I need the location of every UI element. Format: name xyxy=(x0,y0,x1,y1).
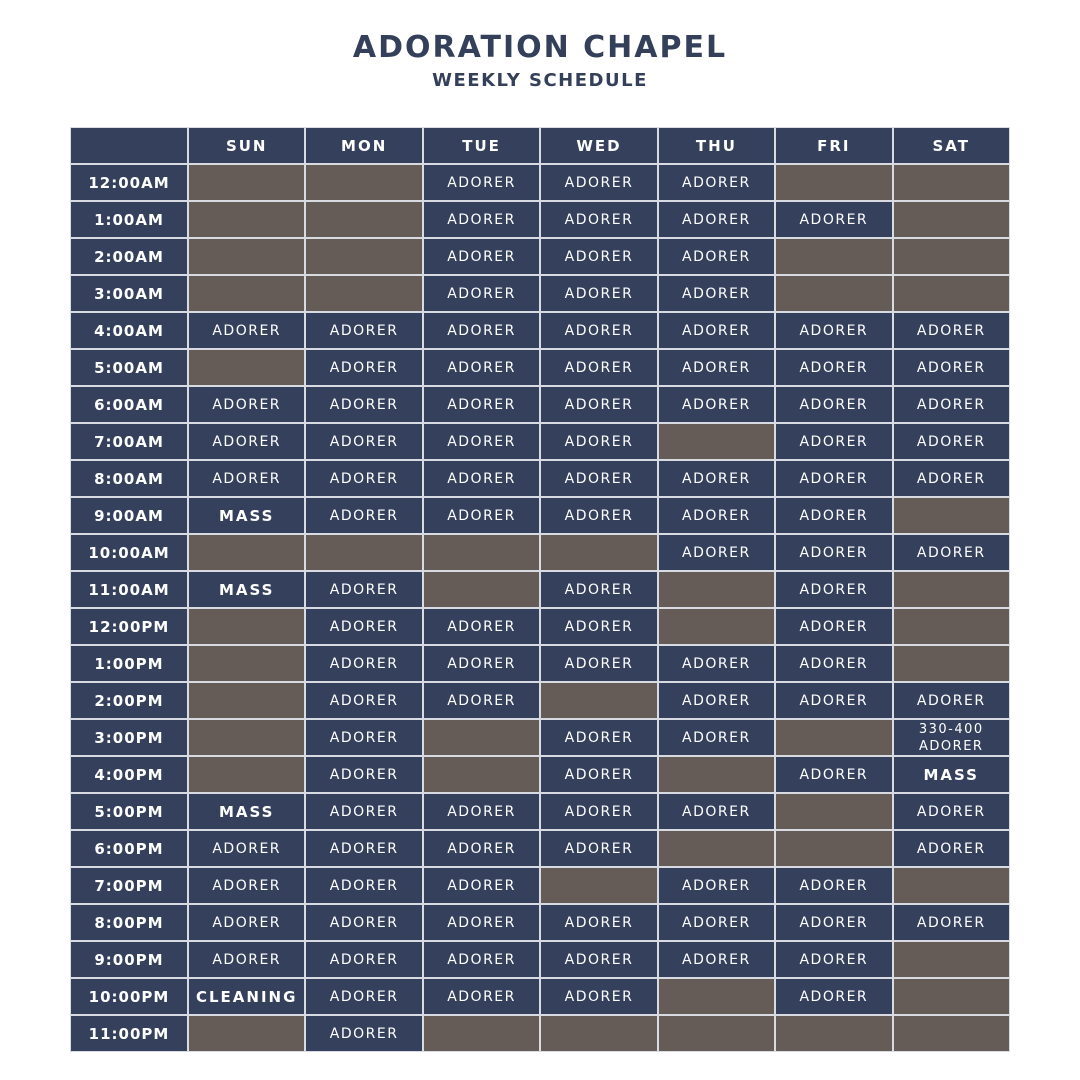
schedule-slot-filled: ADORER xyxy=(423,497,540,534)
schedule-slot-filled: ADORER xyxy=(423,238,540,275)
schedule-slot-filled: ADORER xyxy=(775,645,892,682)
schedule-slot-filled: ADORER xyxy=(305,423,422,460)
schedule-slot-filled: MASS xyxy=(188,793,305,830)
day-header-mon: MON xyxy=(305,127,422,164)
schedule-slot-filled: ADORER xyxy=(775,571,892,608)
schedule-slot-filled: ADORER xyxy=(658,941,775,978)
schedule-slot-open xyxy=(305,275,422,312)
schedule-slot-filled: ADORER xyxy=(540,719,657,756)
schedule-slot-open xyxy=(188,238,305,275)
schedule-slot-filled: ADORER xyxy=(540,793,657,830)
time-label: 8:00PM xyxy=(70,904,188,941)
schedule-slot-open xyxy=(775,238,892,275)
schedule-slot-open xyxy=(658,756,775,793)
schedule-slot-filled: ADORER xyxy=(423,201,540,238)
time-label: 12:00AM xyxy=(70,164,188,201)
schedule-slot-filled: ADORER xyxy=(423,941,540,978)
schedule-slot-open xyxy=(775,719,892,756)
schedule-slot-open xyxy=(305,201,422,238)
schedule-slot-filled: ADORER xyxy=(775,534,892,571)
schedule-slot-open xyxy=(775,830,892,867)
time-label: 10:00AM xyxy=(70,534,188,571)
schedule-slot-open xyxy=(305,238,422,275)
schedule-slot-filled: ADORER xyxy=(775,978,892,1015)
page-subtitle: WEEKLY SCHEDULE xyxy=(432,70,648,91)
schedule-slot-open xyxy=(188,164,305,201)
schedule-slot-filled: 330-400 ADORER xyxy=(893,719,1010,756)
schedule-slot-open xyxy=(540,867,657,904)
schedule-slot-filled: ADORER xyxy=(775,904,892,941)
schedule-slot-open xyxy=(893,275,1010,312)
time-label: 8:00AM xyxy=(70,460,188,497)
schedule-slot-filled: ADORER xyxy=(540,830,657,867)
schedule-slot-filled: ADORER xyxy=(305,830,422,867)
schedule-slot-open xyxy=(188,608,305,645)
day-header-tue: TUE xyxy=(423,127,540,164)
schedule-slot-open xyxy=(188,534,305,571)
schedule-slot-filled: ADORER xyxy=(305,719,422,756)
schedule-slot-filled: ADORER xyxy=(893,312,1010,349)
schedule-slot-filled: ADORER xyxy=(540,497,657,534)
time-label: 9:00PM xyxy=(70,941,188,978)
schedule-slot-filled: ADORER xyxy=(423,349,540,386)
schedule-slot-open xyxy=(658,571,775,608)
schedule-slot-filled: ADORER xyxy=(305,386,422,423)
schedule-slot-filled: ADORER xyxy=(423,164,540,201)
schedule-slot-open xyxy=(775,275,892,312)
schedule-slot-filled: ADORER xyxy=(423,682,540,719)
schedule-slot-filled: ADORER xyxy=(893,460,1010,497)
schedule-slot-filled: ADORER xyxy=(188,867,305,904)
schedule-slot-filled: ADORER xyxy=(658,645,775,682)
page-title: ADORATION CHAPEL xyxy=(352,30,728,65)
schedule-slot-filled: ADORER xyxy=(540,571,657,608)
schedule-slot-filled: ADORER xyxy=(305,756,422,793)
time-label: 7:00AM xyxy=(70,423,188,460)
schedule-slot-open xyxy=(893,1015,1010,1052)
schedule-slot-filled: ADORER xyxy=(540,756,657,793)
schedule-slot-open xyxy=(893,978,1010,1015)
schedule-slot-filled: ADORER xyxy=(658,349,775,386)
schedule-slot-open xyxy=(423,571,540,608)
schedule-slot-filled: ADORER xyxy=(893,423,1010,460)
schedule-slot-filled: ADORER xyxy=(305,349,422,386)
time-label: 5:00AM xyxy=(70,349,188,386)
schedule-slot-filled: ADORER xyxy=(658,867,775,904)
schedule-slot-filled: ADORER xyxy=(540,941,657,978)
schedule-slot-filled: ADORER xyxy=(540,386,657,423)
schedule-slot-filled: ADORER xyxy=(775,349,892,386)
schedule-slot-open xyxy=(188,275,305,312)
schedule-slot-open xyxy=(775,793,892,830)
schedule-slot-filled: ADORER xyxy=(305,460,422,497)
schedule-slot-filled: ADORER xyxy=(423,423,540,460)
schedule-slot-open xyxy=(893,645,1010,682)
schedule-slot-open xyxy=(188,201,305,238)
schedule-slot-filled: ADORER xyxy=(658,719,775,756)
schedule-slot-open xyxy=(188,756,305,793)
schedule-slot-open xyxy=(188,1015,305,1052)
schedule-slot-filled: ADORER xyxy=(540,423,657,460)
schedule-slot-open xyxy=(893,201,1010,238)
schedule-slot-filled: MASS xyxy=(188,497,305,534)
schedule-slot-filled: ADORER xyxy=(658,164,775,201)
schedule-slot-filled: ADORER xyxy=(540,164,657,201)
schedule-slot-open xyxy=(658,830,775,867)
schedule-slot-filled: MASS xyxy=(893,756,1010,793)
schedule-slot-filled: ADORER xyxy=(423,867,540,904)
day-header-wed: WED xyxy=(540,127,657,164)
schedule-slot-open xyxy=(893,497,1010,534)
schedule-slot-filled: ADORER xyxy=(188,423,305,460)
schedule-slot-open xyxy=(188,645,305,682)
time-label: 11:00AM xyxy=(70,571,188,608)
schedule-slot-filled: ADORER xyxy=(658,386,775,423)
schedule-slot-filled: ADORER xyxy=(423,830,540,867)
time-label: 6:00AM xyxy=(70,386,188,423)
schedule-slot-filled: ADORER xyxy=(658,312,775,349)
schedule-slot-filled: ADORER xyxy=(658,201,775,238)
schedule-slot-filled: ADORER xyxy=(540,645,657,682)
schedule-slot-filled: ADORER xyxy=(775,386,892,423)
schedule-slot-filled: ADORER xyxy=(188,904,305,941)
schedule-slot-open xyxy=(775,1015,892,1052)
schedule-slot-filled: CLEANING xyxy=(188,978,305,1015)
schedule-slot-filled: ADORER xyxy=(423,460,540,497)
schedule-slot-filled: ADORER xyxy=(658,275,775,312)
schedule-slot-filled: ADORER xyxy=(423,312,540,349)
schedule-slot-open xyxy=(893,608,1010,645)
time-label: 6:00PM xyxy=(70,830,188,867)
schedule-slot-filled: ADORER xyxy=(658,534,775,571)
schedule-slot-filled: ADORER xyxy=(305,904,422,941)
schedule-slot-open xyxy=(893,164,1010,201)
schedule-slot-filled: ADORER xyxy=(423,978,540,1015)
schedule-slot-open xyxy=(893,941,1010,978)
schedule-slot-filled: ADORER xyxy=(658,904,775,941)
schedule-slot-open xyxy=(658,608,775,645)
schedule-slot-filled: ADORER xyxy=(423,386,540,423)
schedule-slot-filled: ADORER xyxy=(658,497,775,534)
schedule-slot-filled: ADORER xyxy=(305,312,422,349)
schedule-slot-filled: ADORER xyxy=(775,756,892,793)
schedule-slot-open xyxy=(423,1015,540,1052)
schedule-slot-filled: ADORER xyxy=(893,349,1010,386)
schedule-slot-open xyxy=(423,534,540,571)
time-label: 4:00AM xyxy=(70,312,188,349)
schedule-slot-open xyxy=(658,423,775,460)
schedule-slot-filled: ADORER xyxy=(540,460,657,497)
schedule-slot-filled: ADORER xyxy=(893,534,1010,571)
schedule-slot-filled: ADORER xyxy=(775,423,892,460)
time-label: 2:00AM xyxy=(70,238,188,275)
schedule-slot-filled: ADORER xyxy=(305,571,422,608)
schedule-slot-filled: MASS xyxy=(188,571,305,608)
day-header-sat: SAT xyxy=(893,127,1010,164)
schedule-slot-filled: ADORER xyxy=(305,608,422,645)
time-label: 1:00AM xyxy=(70,201,188,238)
time-label: 4:00PM xyxy=(70,756,188,793)
schedule-slot-filled: ADORER xyxy=(423,608,540,645)
schedule-slot-filled: ADORER xyxy=(188,386,305,423)
schedule-slot-filled: ADORER xyxy=(305,682,422,719)
time-label: 3:00AM xyxy=(70,275,188,312)
schedule-slot-filled: ADORER xyxy=(893,682,1010,719)
schedule-slot-open xyxy=(658,978,775,1015)
schedule-slot-filled: ADORER xyxy=(775,460,892,497)
schedule-slot-filled: ADORER xyxy=(540,349,657,386)
schedule-slot-filled: ADORER xyxy=(305,867,422,904)
schedule-slot-filled: ADORER xyxy=(893,386,1010,423)
schedule-slot-filled: ADORER xyxy=(423,904,540,941)
schedule-slot-filled: ADORER xyxy=(540,608,657,645)
schedule-slot-open xyxy=(775,164,892,201)
schedule-slot-open xyxy=(540,682,657,719)
schedule-slot-filled: ADORER xyxy=(658,238,775,275)
schedule-slot-filled: ADORER xyxy=(540,275,657,312)
time-label: 7:00PM xyxy=(70,867,188,904)
schedule-slot-filled: ADORER xyxy=(775,867,892,904)
schedule-slot-filled: ADORER xyxy=(775,201,892,238)
day-header-sun: SUN xyxy=(188,127,305,164)
schedule-slot-filled: ADORER xyxy=(775,608,892,645)
schedule-slot-filled: ADORER xyxy=(540,904,657,941)
schedule-slot-open xyxy=(305,534,422,571)
schedule-slot-open xyxy=(305,164,422,201)
schedule-slot-filled: ADORER xyxy=(775,941,892,978)
schedule-slot-open xyxy=(658,1015,775,1052)
schedule-slot-filled: ADORER xyxy=(775,497,892,534)
schedule-slot-open xyxy=(188,349,305,386)
schedule-slot-filled: ADORER xyxy=(658,793,775,830)
time-label: 1:00PM xyxy=(70,645,188,682)
schedule-slot-filled: ADORER xyxy=(188,460,305,497)
schedule-slot-filled: ADORER xyxy=(540,312,657,349)
schedule-slot-filled: ADORER xyxy=(188,312,305,349)
schedule-slot-filled: ADORER xyxy=(775,312,892,349)
schedule-slot-filled: ADORER xyxy=(188,941,305,978)
schedule-slot-open xyxy=(893,867,1010,904)
time-label: 12:00PM xyxy=(70,608,188,645)
schedule-slot-filled: ADORER xyxy=(305,941,422,978)
time-label: 9:00AM xyxy=(70,497,188,534)
schedule-slot-filled: ADORER xyxy=(893,904,1010,941)
schedule-slot-filled: ADORER xyxy=(893,830,1010,867)
time-label: 11:00PM xyxy=(70,1015,188,1052)
day-header-thu: THU xyxy=(658,127,775,164)
schedule-slot-filled: ADORER xyxy=(423,793,540,830)
schedule-slot-filled: ADORER xyxy=(893,793,1010,830)
schedule-slot-filled: ADORER xyxy=(540,238,657,275)
schedule-slot-filled: ADORER xyxy=(540,201,657,238)
schedule-slot-open xyxy=(423,756,540,793)
schedule-slot-filled: ADORER xyxy=(305,793,422,830)
schedule-slot-filled: ADORER xyxy=(658,460,775,497)
schedule-slot-filled: ADORER xyxy=(305,1015,422,1052)
schedule-slot-filled: ADORER xyxy=(423,645,540,682)
schedule-slot-open xyxy=(188,719,305,756)
schedule-slot-open xyxy=(188,682,305,719)
schedule-slot-filled: ADORER xyxy=(775,682,892,719)
time-label: 3:00PM xyxy=(70,719,188,756)
schedule-slot-filled: ADORER xyxy=(658,682,775,719)
schedule-slot-filled: ADORER xyxy=(305,645,422,682)
header-corner xyxy=(70,127,188,164)
day-header-fri: FRI xyxy=(775,127,892,164)
schedule-slot-filled: ADORER xyxy=(305,497,422,534)
schedule-slot-open xyxy=(540,1015,657,1052)
time-label: 5:00PM xyxy=(70,793,188,830)
schedule-slot-open xyxy=(893,571,1010,608)
schedule-slot-filled: ADORER xyxy=(305,978,422,1015)
schedule-table xyxy=(70,127,1010,1052)
time-label: 2:00PM xyxy=(70,682,188,719)
schedule-slot-open xyxy=(893,238,1010,275)
schedule-slot-open xyxy=(540,534,657,571)
schedule-slot-filled: ADORER xyxy=(423,275,540,312)
schedule-slot-filled: ADORER xyxy=(540,978,657,1015)
schedule-slot-filled: ADORER xyxy=(188,830,305,867)
time-label: 10:00PM xyxy=(70,978,188,1015)
schedule-slot-open xyxy=(423,719,540,756)
